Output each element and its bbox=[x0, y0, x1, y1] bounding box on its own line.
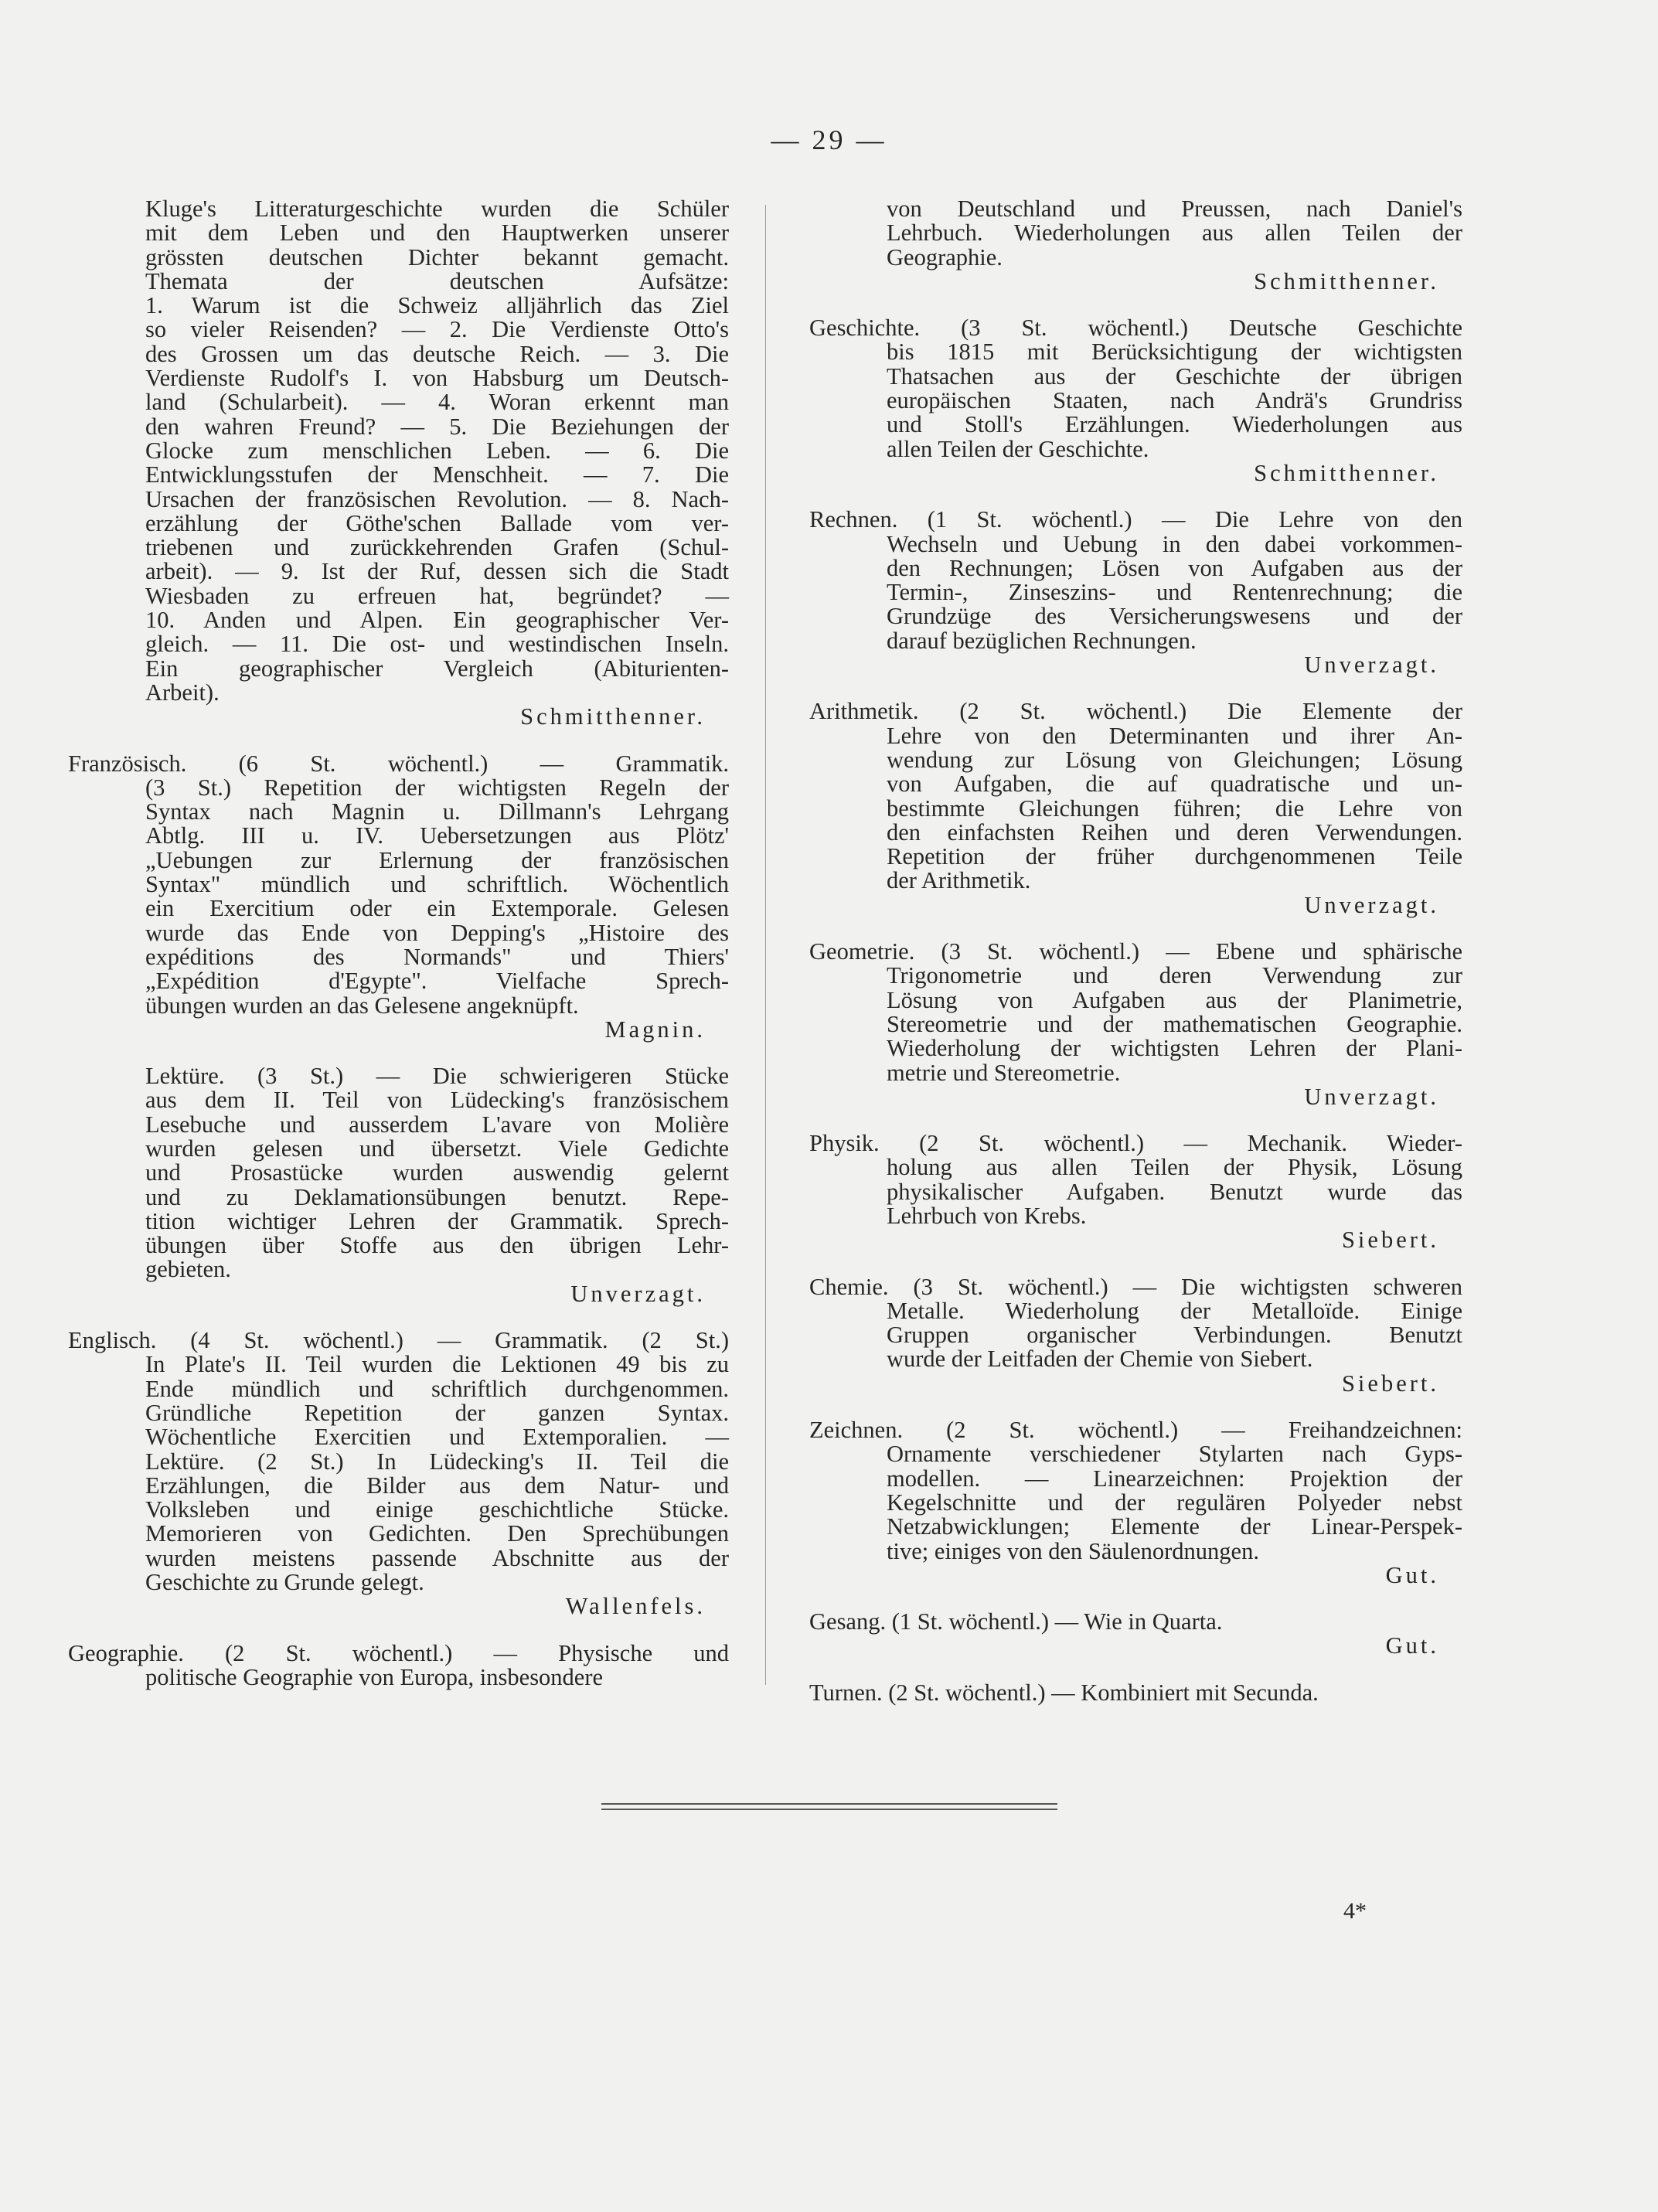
text-line: Grundzüge des Versicherungswesens und der bbox=[887, 603, 1462, 630]
right-entry-9 bbox=[809, 1681, 1462, 1705]
left-entry-0 bbox=[68, 197, 729, 730]
text-line: Volksleben und einige geschichtliche Stücke. bbox=[145, 1496, 729, 1523]
text-line: darauf bezüglichen Rechnungen. bbox=[887, 627, 1197, 654]
text-line: Französisch. (6 St. wöchentl.) — Grammatik. bbox=[68, 750, 729, 777]
text-line: übungen über Stoffe aus den übrigen Lehr- bbox=[145, 1232, 729, 1259]
text-line: Wiederholung der wichtigsten Lehren der Plani- bbox=[887, 1035, 1462, 1062]
column-divider bbox=[765, 205, 766, 1685]
text-line: In Plate's II. Teil wurden die Lektionen 49 bis zu bbox=[145, 1351, 729, 1378]
text-line: 10. Anden und Alpen. Ein geographischer Ver- bbox=[145, 607, 729, 634]
right-entry-0 bbox=[809, 197, 1462, 294]
text-line: Lektüre. (2 St.) In Lüdecking's II. Teil die bbox=[145, 1448, 729, 1475]
teacher-signature: Siebert. bbox=[1341, 1227, 1439, 1254]
right-entry-7 bbox=[809, 1418, 1462, 1588]
text-line: wurden gelesen und übersetzt. Viele Gedichte bbox=[145, 1135, 729, 1162]
text-line: des Grossen um das deutsche Reich. — 3. Die bbox=[145, 340, 729, 367]
teacher-signature: Schmitthenner. bbox=[1254, 459, 1439, 486]
text-line: Wöchentliche Exercitien und Extemporalien. — bbox=[145, 1424, 729, 1451]
text-line: physikalischer Aufgaben. Benutzt wurde das bbox=[887, 1178, 1462, 1205]
text-line: Arithmetik. (2 St. wöchentl.) Die Elemente der bbox=[809, 698, 1462, 725]
teacher-signature: Unverzagt. bbox=[1304, 652, 1439, 679]
text-line: land (Schularbeit). — 4. Woran erkennt man bbox=[145, 389, 729, 416]
left-column bbox=[68, 197, 729, 1712]
text-line: triebenen und zurückkehrenden Grafen (Schul- bbox=[145, 534, 729, 561]
teacher-signature: Unverzagt. bbox=[1304, 1083, 1439, 1110]
text-line: expéditions des Normands" und Thiers' bbox=[145, 943, 729, 970]
text-line: Glocke zum menschlichen Leben. — 6. Die bbox=[145, 437, 729, 464]
left-entry-4 bbox=[68, 1639, 729, 1690]
right-entry-8 bbox=[809, 1610, 1462, 1659]
text-line: Rechnen. (1 St. wöchentl.) — Die Lehre von den bbox=[809, 506, 1462, 533]
text-line: politische Geographie von Europa, insbesondere bbox=[145, 1663, 604, 1690]
teacher-signature: Gut. bbox=[1385, 1632, 1439, 1659]
page-number: — 29 — bbox=[771, 124, 887, 155]
text-line: Gruppen organischer Verbindungen. Benutzt bbox=[887, 1322, 1462, 1349]
text-line: „Uebungen zur Erlernung der französischen bbox=[145, 846, 729, 873]
signature-mark: 4* bbox=[1343, 1898, 1367, 1924]
text-line: so vieler Reisenden? — 2. Die Verdienste Otto's bbox=[145, 316, 729, 343]
teacher-signature: Wallenfels. bbox=[565, 1593, 706, 1620]
teacher-signature: Schmitthenner. bbox=[520, 703, 706, 730]
text-line: Netzabwicklungen; Elemente der Linear-Perspek- bbox=[887, 1513, 1462, 1540]
right-entry-4 bbox=[809, 940, 1462, 1109]
text-line: Syntax" mündlich und schriftlich. Wöchentlich bbox=[145, 871, 729, 898]
text-line: erzählung der Göthe'schen Ballade vom ver- bbox=[145, 509, 729, 536]
text-line: Thatsachen aus der Geschichte der übrigen bbox=[887, 362, 1462, 390]
text-line: Physik. (2 St. wöchentl.) — Mechanik. Wieder- bbox=[809, 1130, 1462, 1157]
text-line: Geographie. bbox=[887, 243, 1003, 271]
text-line: Themata der deutschen Aufsätze: bbox=[145, 267, 729, 294]
text-line: metrie und Stereometrie. bbox=[887, 1059, 1121, 1086]
text-line: Syntax nach Magnin u. Dillmann's Lehrgang bbox=[145, 798, 729, 825]
teacher-signature: Siebert. bbox=[1341, 1370, 1439, 1397]
right-column bbox=[809, 197, 1462, 1727]
left-entry-3 bbox=[68, 1329, 729, 1619]
text-line: gleich. — 11. Die ost- und westindischen Inseln. bbox=[145, 631, 729, 658]
teacher-signature: Schmitthenner. bbox=[1254, 267, 1439, 294]
text-line: tive; einiges von den Säulenordnungen. bbox=[887, 1537, 1259, 1564]
text-line: grössten deutschen Dichter bekannt gemacht. bbox=[145, 243, 729, 271]
text-line: wurde das Ende von Depping's „Histoire des bbox=[145, 919, 729, 946]
text-line: Kluge's Litteraturgeschichte wurden die Schüler bbox=[145, 196, 729, 222]
teacher-signature: Unverzagt. bbox=[570, 1280, 706, 1307]
text-line: den Rechnungen; Lösen von Aufgaben aus der bbox=[887, 554, 1462, 581]
text-line: Ursachen der französischen Revolution. — 8. Nach- bbox=[145, 485, 729, 512]
text-line: Memorieren von Gedichten. Den Sprechübungen bbox=[145, 1520, 729, 1547]
text-line: Repetition der früher durchgenommenen Teile bbox=[887, 843, 1462, 870]
teacher-signature: Gut. bbox=[1385, 1561, 1439, 1588]
text-line: aus dem II. Teil von Lüdecking's französischem bbox=[145, 1087, 729, 1114]
right-entry-2 bbox=[809, 508, 1462, 677]
right-entry-3 bbox=[809, 699, 1462, 917]
text-line: Wechseln und Uebung in den dabei vorkommen- bbox=[887, 530, 1462, 557]
text-line: den einfachsten Reihen und deren Verwendungen. bbox=[887, 818, 1462, 846]
text-line: den wahren Freund? — 5. Die Beziehungen der bbox=[145, 413, 729, 440]
text-line: Trigonometrie und deren Verwendung zur bbox=[887, 962, 1462, 989]
text-line: ein Exercitium oder ein Extemporale. Gelesen bbox=[145, 895, 729, 922]
footer-rule-bottom bbox=[601, 1809, 1057, 1810]
text-line: Zeichnen. (2 St. wöchentl.) — Freihandzeichnen: bbox=[809, 1417, 1462, 1444]
text-line: und Prosastücke wurden auswendig gelernt bbox=[145, 1159, 729, 1186]
text-line: von Aufgaben, die auf quadratische und un- bbox=[887, 771, 1462, 798]
text-line: 1. Warum ist die Schweiz alljährlich das Ziel bbox=[145, 292, 729, 319]
text-line: wurde der Leitfaden der Chemie von Siebert. bbox=[887, 1346, 1313, 1373]
text-line: Geschichte zu Grunde gelegt. bbox=[145, 1569, 424, 1596]
text-line: Gründliche Repetition der ganzen Syntax. bbox=[145, 1399, 729, 1426]
text-line: Englisch. (4 St. wöchentl.) — Grammatik. (2 St.) bbox=[68, 1327, 729, 1354]
right-entry-6 bbox=[809, 1275, 1462, 1396]
right-entry-1 bbox=[809, 316, 1462, 485]
text-line: mit dem Leben und den Hauptwerken unserer bbox=[145, 219, 729, 247]
text-line: Geographie. (2 St. wöchentl.) — Physische und bbox=[68, 1639, 729, 1666]
text-line: modellen. — Linearzeichnen: Projektion der bbox=[887, 1465, 1462, 1492]
text-line: wurden meistens passende Abschnitte aus der bbox=[145, 1544, 729, 1571]
text-line: Lehrbuch von Krebs. bbox=[887, 1202, 1087, 1229]
text-line: übungen wurden an das Gelesene angeknüpft. bbox=[145, 992, 579, 1019]
text-line: allen Teilen der Geschichte. bbox=[887, 435, 1149, 462]
text-line: Ein geographischer Vergleich (Abiturienten- bbox=[145, 655, 729, 682]
text-line: Arbeit). bbox=[145, 679, 220, 706]
text-line: wendung zur Lösung von Gleichungen; Lösung bbox=[887, 746, 1462, 773]
text-line: Gesang. (1 St. wöchentl.) — Wie in Quarta. bbox=[809, 1608, 1223, 1635]
text-line: Lehre von den Determinanten und ihrer An- bbox=[887, 722, 1462, 749]
text-line: Verdienste Rudolf's I. von Habsburg um Deutsch- bbox=[145, 365, 729, 392]
text-line: arbeit). — 9. Ist der Ruf, dessen sich die Stadt bbox=[145, 558, 729, 585]
text-line: Ornamente verschiedener Stylarten nach Gyps- bbox=[887, 1441, 1462, 1468]
text-line: Lesebuche und ausserdem L'avare von Molière bbox=[145, 1111, 729, 1138]
text-line: (3 St.) Repetition der wichtigsten Regeln der bbox=[145, 774, 729, 801]
text-line: und Stoll's Erzählungen. Wiederholungen aus bbox=[887, 411, 1462, 438]
text-line: Lehrbuch. Wiederholungen aus allen Teilen der bbox=[887, 219, 1462, 247]
text-line: Kegelschnitte und der regulären Polyeder nebst bbox=[887, 1489, 1462, 1516]
text-line: gebieten. bbox=[145, 1256, 231, 1283]
text-line: Abtlg. III u. IV. Uebersetzungen aus Plötz' bbox=[145, 822, 729, 849]
text-line: Entwicklungsstufen der Menschheit. — 7. Die bbox=[145, 461, 729, 488]
teacher-signature: Magnin. bbox=[604, 1016, 706, 1043]
text-line: „Expédition d'Egypte". Vielfache Sprech- bbox=[145, 968, 729, 995]
left-entry-2 bbox=[68, 1064, 729, 1306]
text-line: Erzählungen, die Bilder aus dem Natur- und bbox=[145, 1472, 729, 1499]
text-line: Chemie. (3 St. wöchentl.) — Die wichtigsten schweren bbox=[809, 1273, 1462, 1300]
teacher-signature: Unverzagt. bbox=[1304, 891, 1439, 918]
text-line: Lösung von Aufgaben aus der Planimetrie, bbox=[887, 986, 1462, 1013]
text-line: Metalle. Wiederholung der Metalloïde. Einige bbox=[887, 1297, 1462, 1324]
text-line: Geometrie. (3 St. wöchentl.) — Ebene und sphärische bbox=[809, 938, 1462, 965]
text-line: und zu Deklamationsübungen benutzt. Repe- bbox=[145, 1183, 729, 1210]
text-line: Geschichte. (3 St. wöchentl.) Deutsche Geschichte bbox=[809, 315, 1462, 342]
text-line: europäischen Staaten, nach Andrä's Grundriss bbox=[887, 387, 1462, 414]
footer-rule-top bbox=[601, 1803, 1057, 1805]
text-line: Lektüre. (3 St.) — Die schwierigeren Stücke bbox=[145, 1063, 729, 1090]
left-entry-1 bbox=[68, 752, 729, 1043]
text-line: Ende mündlich und schriftlich durchgenommen. bbox=[145, 1375, 729, 1402]
text-line: bis 1815 mit Berücksichtigung der wichtigsten bbox=[887, 339, 1462, 366]
text-line: von Deutschland und Preussen, nach Daniel's bbox=[887, 196, 1462, 222]
text-line: Termin-, Zinseszins- und Rentenrechnung; die bbox=[887, 579, 1462, 606]
text-line: Stereometrie und der mathematischen Geographie. bbox=[887, 1010, 1462, 1037]
text-line: holung aus allen Teilen der Physik, Lösung bbox=[887, 1154, 1462, 1181]
text-line: Wiesbaden zu erfreuen hat, begründet? — bbox=[145, 582, 729, 609]
text-line: tition wichtiger Lehren der Grammatik. Sprech- bbox=[145, 1207, 729, 1234]
text-line: bestimmte Gleichungen führen; die Lehre von bbox=[887, 795, 1462, 822]
text-line: Turnen. (2 St. wöchentl.) — Kombiniert mit Secunda. bbox=[809, 1679, 1319, 1706]
text-line: der Arithmetik. bbox=[887, 867, 1031, 894]
right-entry-5 bbox=[809, 1132, 1462, 1252]
